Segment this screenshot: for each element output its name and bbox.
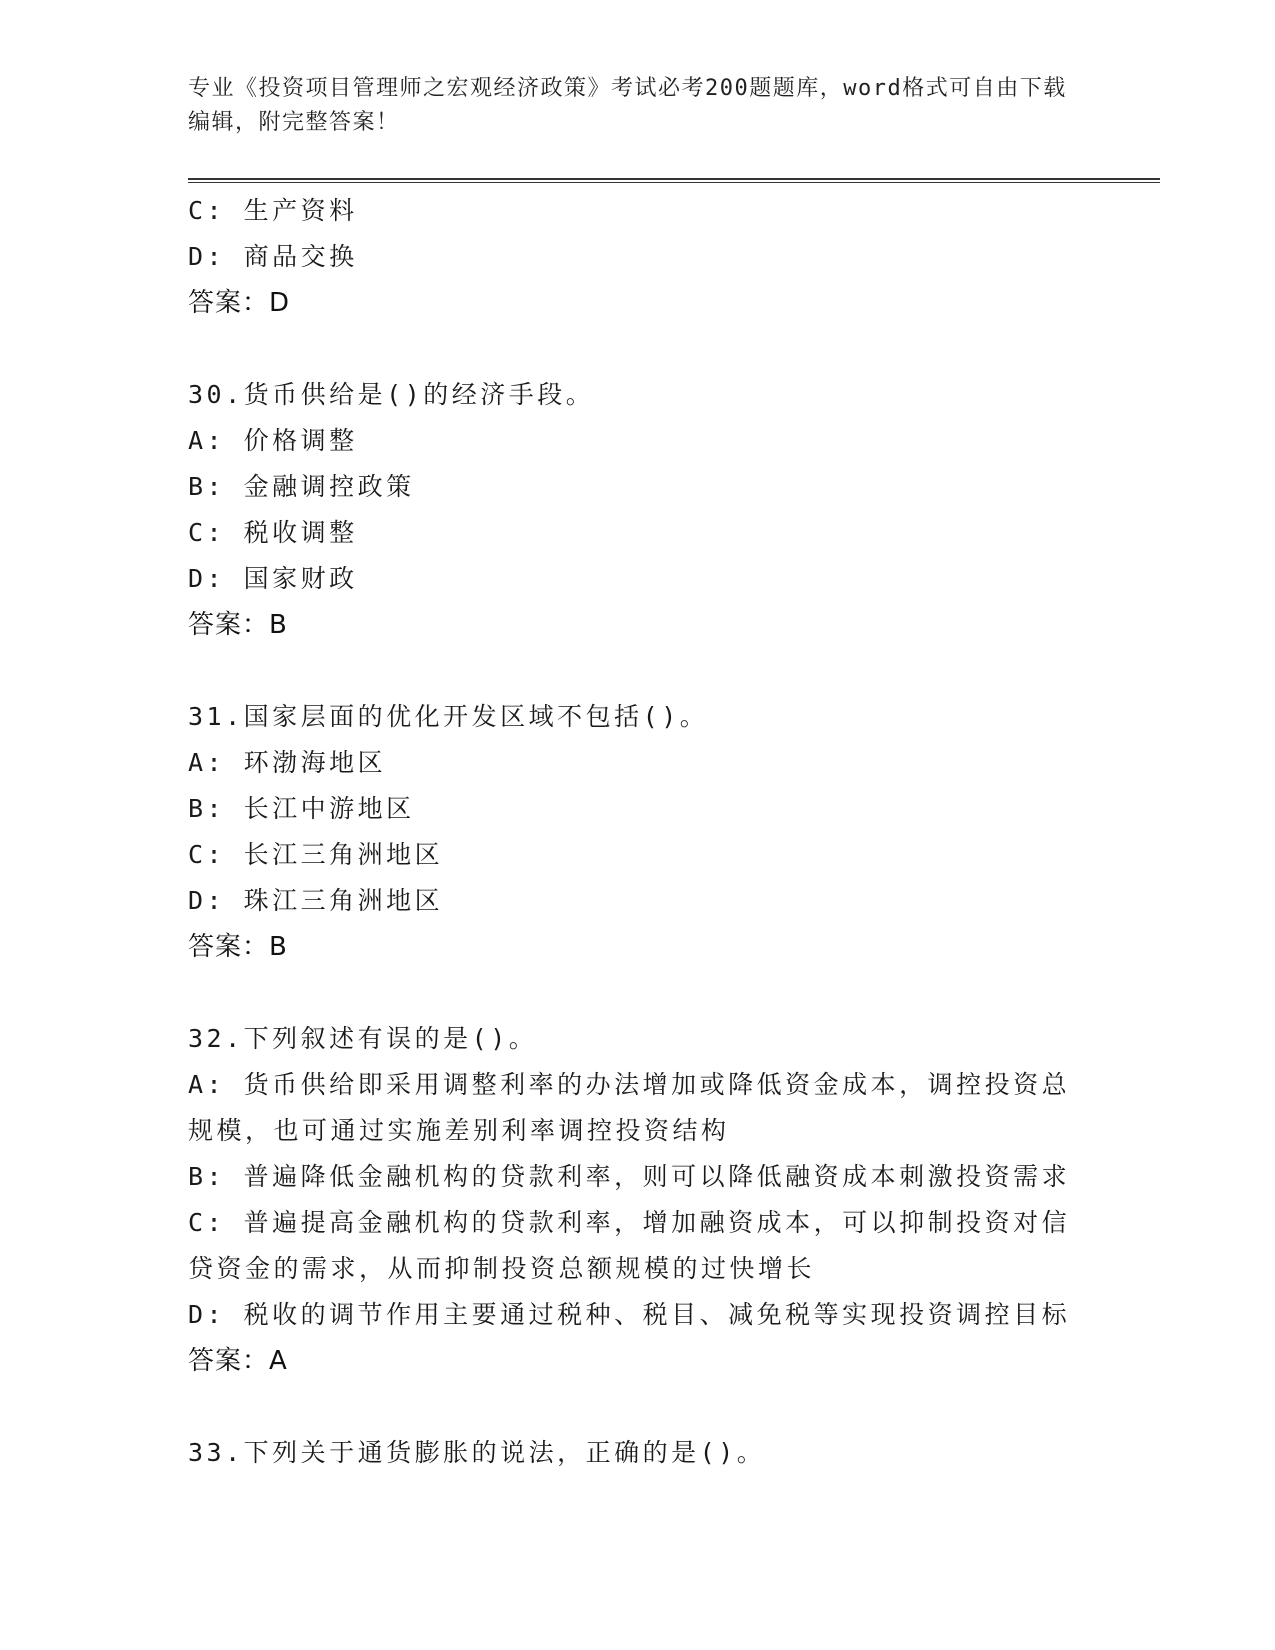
question-stem: 30.货币供给是()的经济手段。 (188, 380, 595, 409)
answer-line: 答案：B (188, 610, 288, 640)
question-32 (188, 1016, 1088, 1384)
question-31 (188, 694, 1088, 970)
option-b: B: 长江中游地区 (188, 794, 415, 823)
option-b: B: 普遍降低金融机构的贷款利率，则可以降低融资成本刺激投资需求 (188, 1162, 1071, 1191)
question-stem: 31.国家层面的优化开发区域不包括()。 (188, 702, 709, 731)
option-d: D: 商品交换 (188, 242, 358, 271)
option-d: D: 国家财政 (188, 564, 358, 593)
option-c: C: 普遍提高金融机构的贷款利率，增加融资成本，可以抑制投资对信贷资金的需求，从而抑制投资总额规模的过快增长 (188, 1208, 1071, 1283)
question-30 (188, 372, 1088, 648)
page-header: 专业《投资项目管理师之宏观经济政策》考试必考200题题库，word格式可自由下载编辑，附完整答案！ (188, 76, 1067, 135)
option-a: A: 货币供给即采用调整利率的办法增加或降低资金成本，调控投资总规模，也可通过实施差别利率调控投资结构 (188, 1070, 1071, 1145)
answer-line: 答案：D (188, 288, 291, 318)
question-33 (188, 1430, 1088, 1476)
option-d: D: 珠江三角洲地区 (188, 886, 444, 915)
document-body (188, 188, 1088, 1476)
option-b: B: 金融调控政策 (188, 472, 415, 501)
question-stem: 32.下列叙述有误的是()。 (188, 1024, 538, 1053)
option-a: A: 价格调整 (188, 426, 358, 455)
option-a: A: 环渤海地区 (188, 748, 387, 777)
question-stem: 33.下列关于通货膨胀的说法，正确的是()。 (188, 1438, 766, 1467)
answer-line: 答案：B (188, 932, 288, 962)
option-c: C: 长江三角洲地区 (188, 840, 444, 869)
option-c: C: 生产资料 (188, 196, 358, 225)
option-d: D: 税收的调节作用主要通过税种、税目、减免税等实现投资调控目标 (188, 1300, 1071, 1329)
option-c: C: 税收调整 (188, 518, 358, 547)
header-divider (188, 178, 1160, 183)
answer-line: 答案：A (188, 1346, 288, 1376)
previous-question-tail (188, 188, 1088, 326)
